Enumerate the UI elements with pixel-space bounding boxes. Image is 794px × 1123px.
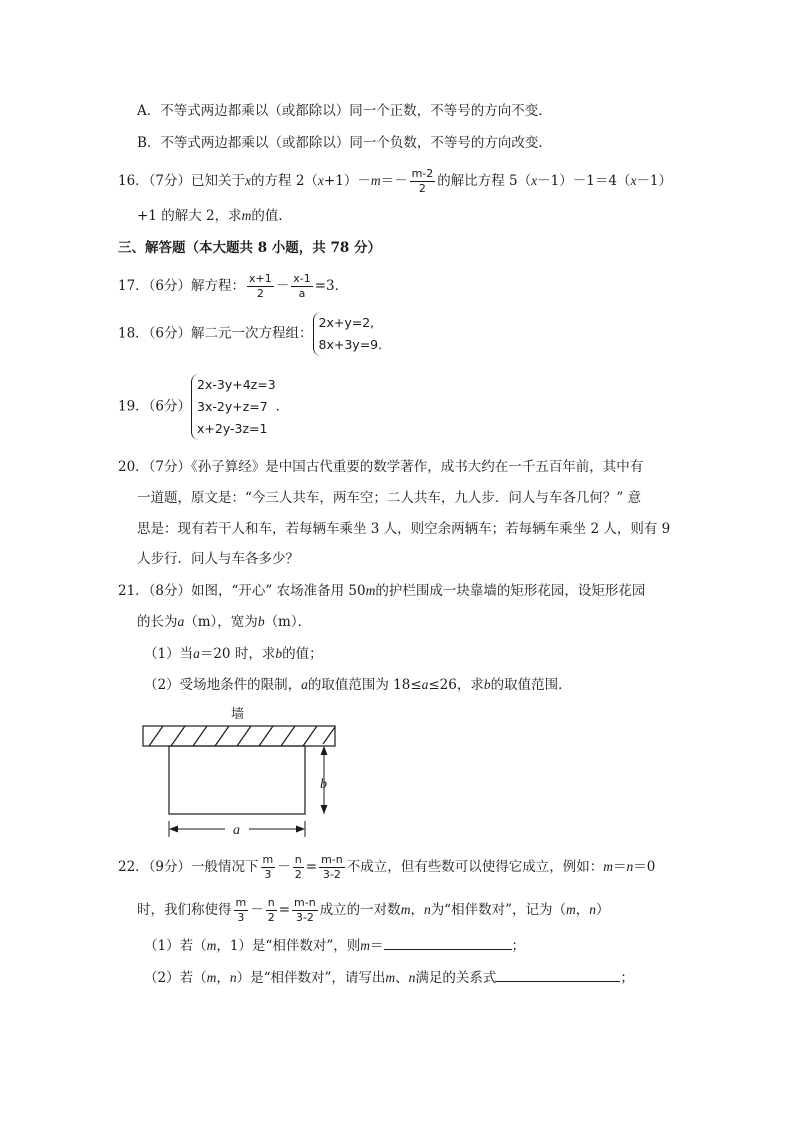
- fraction-x-plus-1-over-2: $\frac{x+1}{2}$: [249, 272, 272, 300]
- question-16-line-1: 16．（7分）已知关于x的方程 2（x+1）－m＝－ $\frac{m-2}{2}$ 的解比方程 5（x－1）－1＝4（x－1）: [118, 167, 673, 195]
- garden-rectangle: [169, 746, 305, 814]
- equation-system-2: 2x+y=2, 8x+3y=9．: [313, 312, 391, 356]
- fraction-m-minus-2-over-2: $\frac{m-2}{2}$: [411, 167, 434, 195]
- question-21-line-2: 的长为a（m），宽为b（m）．: [137, 614, 312, 630]
- fraction-m-minus-n-over-3-minus-2: $\frac{m-n}{3-2}$: [294, 896, 316, 924]
- answer-blank-1[interactable]: [384, 935, 512, 950]
- answer-blank-2[interactable]: [496, 967, 620, 982]
- section-3-heading: 三、解答题（本大题共 8 小题，共 78 分）: [118, 240, 381, 256]
- question-16-line-2: +1 的解大 2，求m的值．: [137, 208, 292, 224]
- question-19: 19．（6分） 2x-3y+4z=3 3x-2y+z=7 x+2y-3z=1 ．: [118, 374, 289, 440]
- question-20-line-2: 一道题，原文是：“今三人共车，两车空；二人共车，九人步．问人与车各几何？” 意: [137, 490, 642, 506]
- fraction-x-minus-1-over-a: $\frac{x-1}{a}$: [293, 272, 311, 300]
- wall-hatching: [143, 726, 335, 746]
- fraction-n-over-2: $\frac{n}{2}$: [267, 896, 275, 924]
- label-b: b: [320, 777, 327, 792]
- fraction-m-over-3: $\frac{m}{3}$: [235, 896, 247, 924]
- question-22-line-2: 时，我们称使得 $\frac{m}{3}$ － $\frac{n}{2}$ = $\frac{m-n}{3-2}$ 成立的一对数m，n为“相伴数对”，记为（m，n）: [137, 896, 610, 924]
- question-21-part-1: （1）当a＝20 时，求b的值；: [144, 646, 323, 662]
- q15-option-b: B．不等式两边都乘以（或都除以）同一个负数，不等号的方向改变．: [137, 135, 552, 151]
- question-20-line-3: 思是：现有若干人和车，若每辆车乘坐 3 人，则空余两辆车；若每辆车乘坐 2 人，则有 9: [137, 521, 671, 537]
- width-dimension: [320, 746, 328, 814]
- length-dimension: [169, 821, 305, 838]
- garden-diagram: [135, 700, 345, 845]
- question-18: 18．（6分）解二元一次方程组： 2x+y=2, 8x+3y=9．: [118, 312, 391, 356]
- question-22-part-1: （1）若（m，1）是“相伴数对”，则m＝ ；: [144, 935, 525, 956]
- question-20-line-1: 20．（7分）《孙子算经》是中国古代重要的数学著作，成书大约在一千五百年前，其中有: [118, 459, 644, 475]
- label-a: a: [233, 823, 240, 838]
- question-22-part-2: （2）若（m，n）是“相伴数对”，请写出m、n满足的关系式 ；: [144, 967, 634, 988]
- question-21-part-2: （2）受场地条件的限制，a的取值范围为 18≤a≤26，求b的取值范围．: [144, 677, 572, 693]
- wall-label: 墙: [231, 707, 245, 722]
- equation-system-3: 2x-3y+4z=3 3x-2y+z=7 x+2y-3z=1: [191, 374, 276, 440]
- question-20-line-4: 人步行．问人与车各多少？: [137, 551, 299, 567]
- question-21-line-1: 21．（8分）如图，“开心” 农场准备用 50m的护栏围成一块靠墙的矩形花园，设矩形花园: [118, 583, 646, 599]
- fraction-m-minus-n-over-3-minus-2: $\frac{m-n}{3-2}$: [321, 853, 343, 881]
- fraction-m-over-3: $\frac{m}{3}$: [262, 853, 274, 881]
- q15-option-a: A．不等式两边都乘以（或都除以）同一个正数，不等号的方向不变．: [137, 103, 552, 119]
- question-17: 17．（6分）解方程： $\frac{x+1}{2}$ － $\frac{x-1}{a}$ =3．: [118, 272, 349, 300]
- fraction-n-over-2: $\frac{n}{2}$: [294, 853, 302, 881]
- question-22-line-1: 22．（9分）一般情况下 $\frac{m}{3}$ － $\frac{n}{2}$ = $\frac{m-n}{3-2}$ 不成立，但有些数可以使得它成立，例如：m＝n＝0: [118, 853, 656, 881]
